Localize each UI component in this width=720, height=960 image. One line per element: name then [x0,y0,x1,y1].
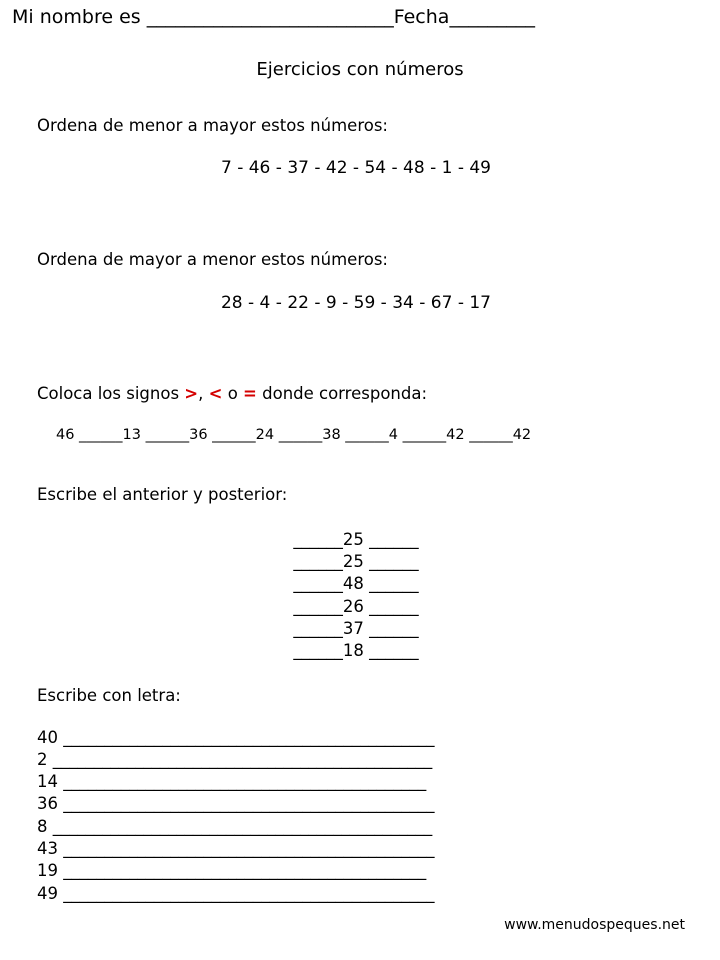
comparison-sequence: 46 ______13 ______36 ______24 ______38 ______4 ______42 ______42 [56,427,532,443]
worksheet-title: Ejercicios con números [256,59,464,80]
write-words-row: 36 _____________________________________________ [37,794,435,813]
instruction-signs [37,384,427,403]
write-words-row: 49 _____________________________________________ [37,884,435,903]
name-date-header [12,6,535,28]
numbers-ascending: 7 - 46 - 37 - 42 - 54 - 48 - 1 - 49 [220,158,492,178]
sign-greater-than: > [184,384,199,403]
before-after-row: ______18 ______ [293,641,419,660]
write-words-row: 8 ______________________________________________ [37,817,433,836]
website-footer: www.menudospeques.net [504,917,685,933]
sign-separator-or: o [222,384,244,403]
before-after-row: ______48 ______ [293,574,419,593]
instruction-ascending: Ordena de menor a mayor estos números: [37,116,388,135]
write-words-row: 2 ______________________________________________ [37,750,433,769]
instruction-descending: Ordena de mayor a menor estos números: [37,250,388,269]
sign-equals: = [243,384,257,403]
before-after-row: ______25 ______ [293,530,419,549]
sign-separator-comma: , [198,384,209,403]
instruction-signs-pre: Coloca los signos [37,384,185,403]
before-after-row: ______26 ______ [293,597,419,616]
before-after-row: ______37 ______ [293,619,419,638]
write-words-row: 40 _____________________________________________ [37,728,435,747]
write-words-row: 14 ____________________________________________ [37,772,427,791]
date-blank: _________ [449,6,535,28]
date-label: Fecha [393,6,450,28]
sign-less-than: < [208,384,223,403]
instruction-signs-post: donde corresponda: [256,384,428,403]
instruction-before-after: Escribe el anterior y posterior: [37,485,288,504]
instruction-write-words: Escribe con letra: [37,686,181,705]
numbers-descending: 28 - 4 - 22 - 9 - 59 - 34 - 67 - 17 [220,293,492,313]
before-after-row: ______25 ______ [293,552,419,571]
write-words-row: 19 ____________________________________________ [37,861,427,880]
name-label: Mi nombre es [12,6,141,28]
write-words-row: 43 _____________________________________________ [37,839,435,858]
name-blank: __________________________ [146,6,394,28]
